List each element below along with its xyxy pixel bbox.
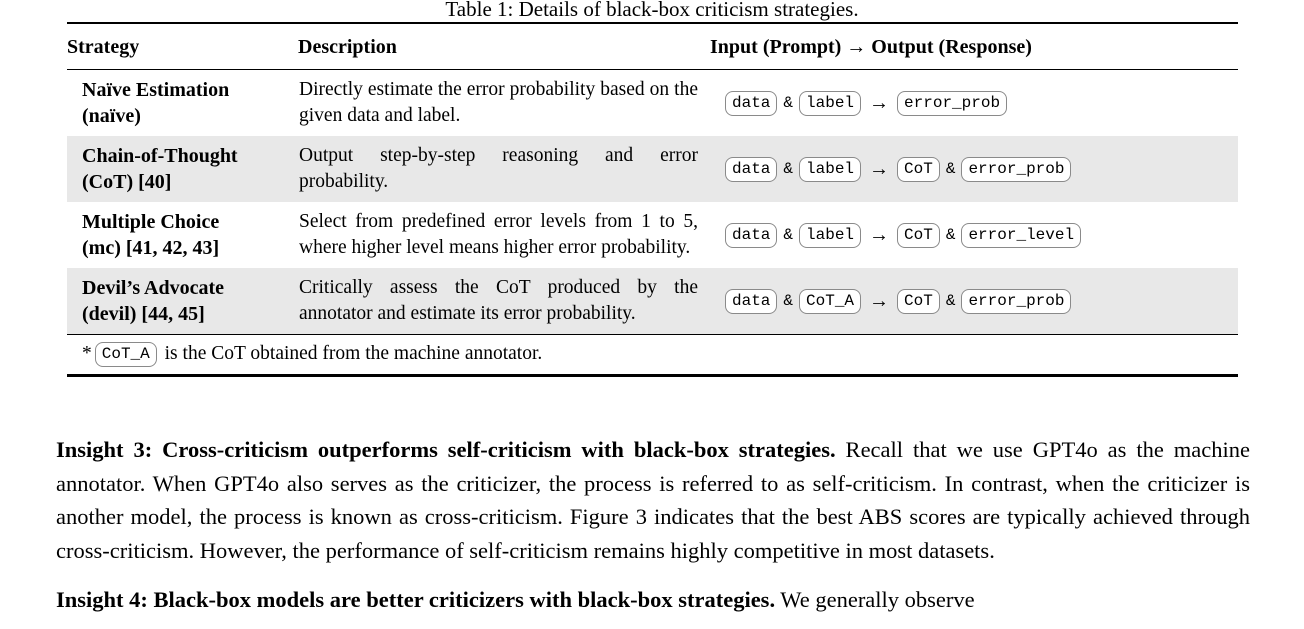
code-token: label — [799, 91, 861, 116]
ampersand: & — [945, 292, 956, 310]
code-token: error_prob — [961, 157, 1071, 182]
strategies-table — [67, 22, 1238, 377]
io-cell — [710, 136, 1238, 202]
code-token: CoT — [897, 289, 940, 314]
code-token: CoT_A — [799, 289, 861, 314]
strategy-line: Multiple Choice — [82, 211, 220, 233]
table-footnote — [67, 335, 1238, 376]
insight-4-heading: Insight 4: Black-box models are better criticizers with black-box strategies. — [56, 587, 776, 612]
code-token: error_prob — [961, 289, 1071, 314]
header-row — [67, 23, 1238, 70]
insight-3-paragraph — [56, 433, 1250, 567]
arrow-symbol: → — [869, 91, 890, 114]
ampersand: & — [783, 94, 794, 112]
code-token: label — [799, 157, 861, 182]
strategy-cell — [67, 268, 298, 335]
strategy-line: Devil’s Advocate — [82, 277, 225, 299]
code-token: CoT — [897, 157, 940, 182]
code-token: label — [799, 223, 861, 248]
strategy-line: Chain-of-Thought — [82, 145, 238, 167]
ampersand: & — [945, 226, 956, 244]
insight-3-text: Recall that we use GPT4o as the machine annotator. When GPT4o also serves as the criticizer, the process is referred to as self-criticism. In contrast, when the criticizer is another model, the process is known as cross-criticism. Figure 3 indicates that the best ABS scores are typically achieved through cross-criticism. However, the performance of self-criticism remains highly competitive in most datasets. — [56, 437, 1250, 563]
table-row — [67, 202, 1238, 268]
io-cell — [710, 70, 1238, 137]
strategy-line: (CoT) [40] — [82, 171, 172, 193]
code-token: error_level — [961, 223, 1081, 248]
table-row — [67, 70, 1238, 137]
footnote-row — [67, 335, 1238, 376]
column-header-description: Description — [298, 36, 397, 58]
code-token: CoT — [897, 223, 940, 248]
body-text — [56, 433, 1250, 617]
strategy-cell — [67, 70, 298, 137]
code-token: CoT_A — [95, 342, 157, 367]
arrow-symbol: → — [869, 157, 890, 180]
column-header-strategy: Strategy — [67, 36, 140, 58]
ampersand: & — [783, 292, 794, 310]
strategy-line: Naïve Estimation — [82, 79, 230, 101]
footnote-text: is the CoT obtained from the machine annotator. — [159, 342, 543, 364]
insight-3-heading: Insight 3: Cross-criticism outperforms self-criticism with black-box strategies. — [56, 437, 836, 462]
description-cell: Output step-by-step reasoning and error probability. — [299, 145, 698, 192]
table-caption: Table 1: Details of black-box criticism strategies. — [445, 0, 859, 21]
io-cell — [710, 268, 1238, 335]
strategy-cell — [67, 202, 298, 268]
column-header-io: Input (Prompt) → Output (Response) — [710, 36, 1032, 58]
description-cell: Select from predefined error levels from 1 to 5, where higher level means higher error probability. — [299, 211, 698, 258]
table-header — [67, 23, 1238, 70]
insight-4-paragraph — [56, 583, 1250, 617]
strategy-line: (naïve) — [82, 105, 141, 127]
description-cell: Critically assess the CoT produced by the annotator and estimate its error probability. — [299, 277, 698, 324]
table-row — [67, 268, 1238, 335]
code-token: data — [725, 157, 777, 182]
code-token: error_prob — [897, 91, 1007, 116]
footnote-asterisk: * — [82, 342, 92, 364]
arrow-symbol: → — [869, 289, 890, 312]
code-token: data — [725, 289, 777, 314]
table-footer — [67, 335, 1238, 376]
arrow-symbol: → — [869, 223, 890, 246]
code-token: data — [725, 223, 777, 248]
table-row — [67, 136, 1238, 202]
strategy-line: (devil) [44, 45] — [82, 303, 205, 325]
description-cell: Directly estimate the error probability based on the given data and label. — [299, 79, 698, 126]
io-cell — [710, 202, 1238, 268]
ampersand: & — [783, 226, 794, 244]
ampersand: & — [783, 160, 794, 178]
code-token: data — [725, 91, 777, 116]
table-wrapper — [67, 22, 1238, 377]
strategy-cell — [67, 136, 298, 202]
table-body — [67, 70, 1238, 335]
insight-4-text: We generally observe — [775, 587, 975, 612]
strategy-line: (mc) [41, 42, 43] — [82, 237, 220, 259]
ampersand: & — [945, 160, 956, 178]
